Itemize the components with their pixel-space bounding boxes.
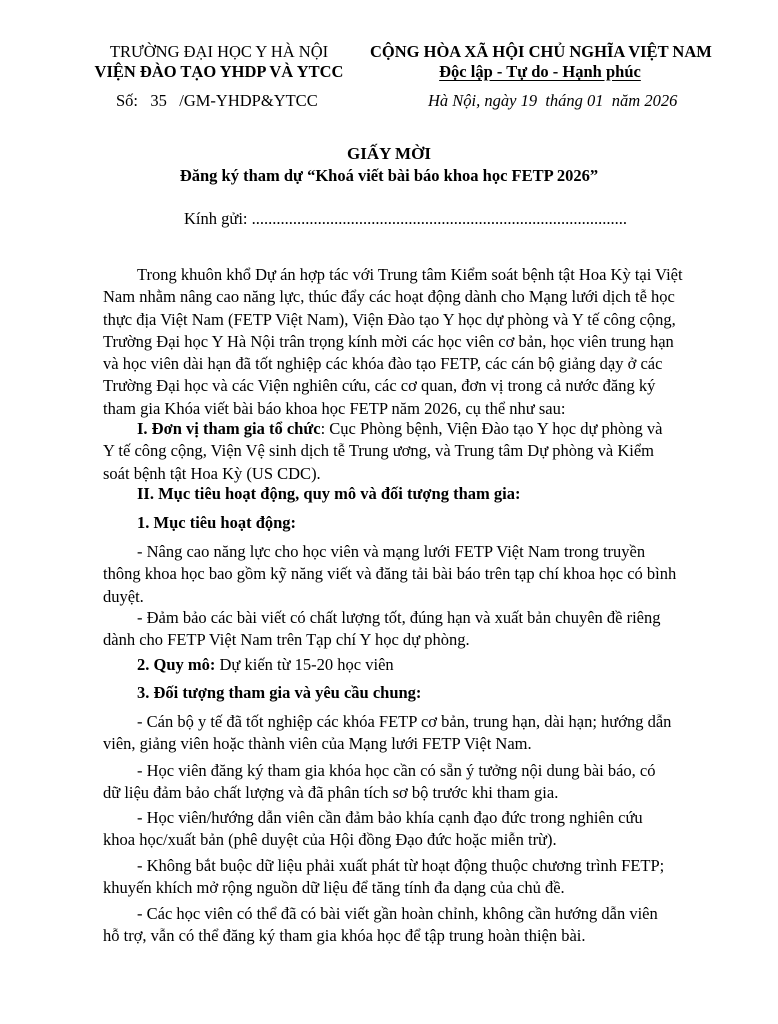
intro-line: và học viên dài hạn đã tốt nghiệp các khóa đào tạo FETP, các cán bộ giảng dạy ở các — [103, 354, 663, 374]
bullet-line: duyệt. — [103, 586, 144, 606]
number-label: Số: — [116, 91, 139, 110]
objectives-heading: 1. Mục tiêu hoạt động: — [137, 513, 297, 532]
country-name: CỘNG HÒA XÃ HỘI CHỦ NGHĨA VIỆT NAM — [370, 42, 712, 61]
institute-name: VIỆN ĐÀO TẠO YHDP VÀ YTCC — [94, 62, 344, 81]
university-name: TRƯỜNG ĐẠI HỌC Y HÀ NỘI — [109, 42, 329, 61]
objective-bullet — [103, 541, 693, 608]
bullet-line: - Học viên đăng ký tham gia khóa học cần có sẵn ý tưởng nội dung bài báo, có — [137, 761, 656, 780]
bullet-line: - Các học viên có thể đã có bài viết gần hoàn chỉnh, không cần hướng dẫn viên — [137, 904, 658, 923]
date-line: Hà Nội, ngày 19 tháng 01 năm 2026 — [428, 91, 678, 110]
bullet-line: - Cán bộ y tế đã tốt nghiệp các khóa FETP cơ bản, trung hạn, dài hạn; hướng dẫn — [137, 712, 672, 731]
bullet-line: - Học viên/hướng dẫn viên cần đảm bảo khía cạnh đạo đức trong nghiên cứu — [137, 808, 643, 827]
recipient-line: Kính gửi: ........................................................................................... — [184, 209, 627, 228]
intro-paragraph — [103, 264, 693, 420]
participant-bullet — [103, 855, 693, 900]
participants-heading: 3. Đối tượng tham gia và yêu cầu chung: — [137, 683, 422, 702]
intro-line: Trường Đại học và các Viện nghiên cứu, các cơ quan, đơn vị trong cả nước đăng ký — [103, 376, 656, 396]
intro-line: Trong khuôn khổ Dự án hợp tác với Trung tâm Kiểm soát bệnh tật Hoa Kỳ tại Việt — [137, 265, 683, 284]
document-number — [116, 91, 318, 111]
page-title: GIẤY MỜI — [347, 144, 431, 163]
scale-heading: 2. Quy mô: — [137, 655, 216, 674]
bullet-line: viên, giảng viên hoặc thành viên của Mạng lưới FETP Việt Nam. — [103, 734, 532, 754]
participant-bullet — [103, 711, 693, 756]
bullet-line: thông khoa học bao gồm kỹ năng viết và đăng tải bài báo trên tạp chí khoa học có bình — [103, 564, 677, 584]
motto: Độc lập - Tự do - Hạnh phúc — [439, 62, 641, 81]
scale-text: Dự kiến từ 15-20 học viên — [215, 655, 394, 674]
scale-line — [137, 655, 394, 675]
intro-line: Trường Đại học Y Hà Nội trân trọng kính mời các học viên cơ bản, học viên trung hạn — [103, 331, 674, 351]
bullet-line: - Đảm bảo các bài viết có chất lượng tốt, đúng hạn và xuất bản chuyên đề riêng — [137, 608, 661, 627]
bullet-line: hỗ trợ, vẫn có thể đăng ký tham gia khóa học để tập trung hoàn thiện bài. — [103, 926, 586, 946]
intro-line: tham gia Khóa viết bài báo khoa học FETP năm 2026, cụ thể như sau: — [103, 398, 566, 418]
participant-bullet — [103, 903, 693, 948]
bullet-line: dành cho FETP Việt Nam trên Tạp chí Y học dự phòng. — [103, 630, 470, 650]
number-code: /GM-YHDP&YTCC — [179, 91, 318, 110]
intro-line: Nam nhằm nâng cao năng lực, thúc đẩy các hoạt động dành cho Mạng lưới dịch tễ học — [103, 287, 675, 307]
bullet-line: dữ liệu đảm bảo chất lượng và đã phân tích sơ bộ trước khi tham gia. — [103, 783, 559, 803]
bullet-line: - Nâng cao năng lực cho học viên và mạng lưới FETP Việt Nam trong truyền — [137, 542, 646, 561]
participant-bullet — [103, 807, 693, 852]
bullet-line: - Không bắt buộc dữ liệu phải xuất phát từ hoạt động thuộc chương trình FETP; — [137, 856, 665, 875]
intro-line: thực địa Việt Nam (FETP Việt Nam), Viện Đào tạo Y học dự phòng và Y tế công cộng, — [103, 309, 676, 329]
page-subtitle: Đăng ký tham dự “Khoá viết bài báo khoa học FETP 2026” — [179, 166, 599, 185]
section-1-line: soát bệnh tật Hoa Kỳ (US CDC). — [103, 463, 321, 483]
bullet-line: khoa học/xuất bản (phê duyệt của Hội đồng Đạo đức hoặc miễn trừ). — [103, 830, 557, 850]
section-1-text: : Cục Phòng bệnh, Viện Đào tạo Y học dự phòng và — [320, 419, 663, 438]
section-1-line: Y tế công cộng, Viện Vệ sinh dịch tễ Trung ương, và Trung tâm Dự phòng và Kiểm — [103, 441, 654, 461]
number-value: 35 — [150, 91, 167, 110]
bullet-line: khuyến khích mở rộng nguồn dữ liệu để tăng tính đa dạng của chủ đề. — [103, 878, 565, 898]
section-2-heading: II. Mục tiêu hoạt động, quy mô và đối tượng tham gia: — [137, 484, 521, 503]
section-1 — [103, 418, 693, 485]
objective-bullet — [103, 607, 693, 652]
participant-bullet — [103, 760, 693, 805]
section-1-heading: I. Đơn vị tham gia tổ chức — [137, 419, 321, 438]
